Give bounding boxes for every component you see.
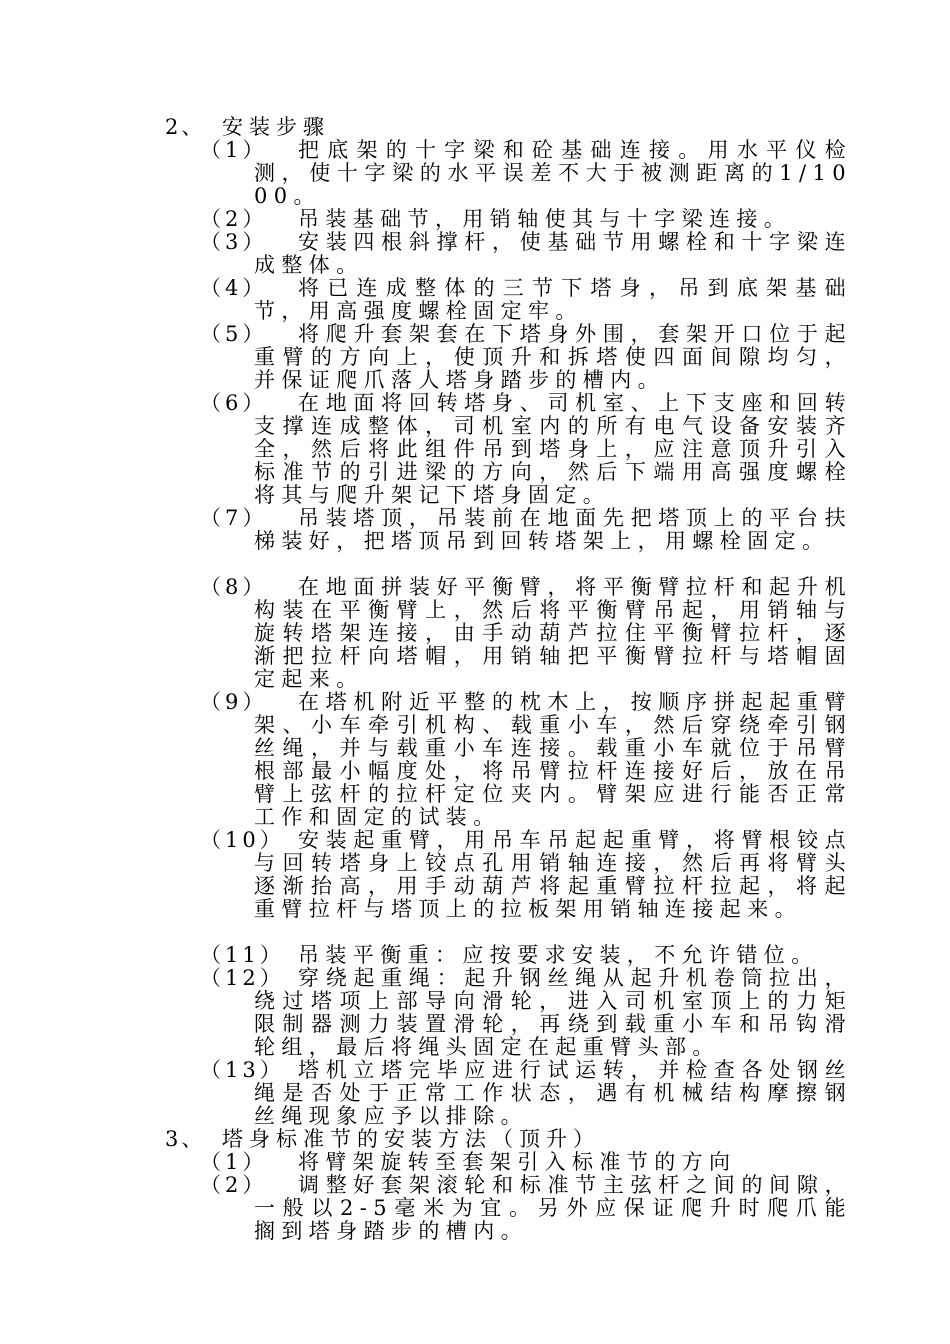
item-label: （9） xyxy=(200,690,268,714)
item-label: （12） xyxy=(200,966,285,990)
list-item xyxy=(200,1151,852,1174)
item-text: 在地面拼装好平衡臂，将平衡臂拉杆和起升机构装在平衡臂上，然后将平衡臂吊起，用销轴与旋转塔架连接，由手动葫芦拉住平衡臂拉杆，逐渐把拉杆向塔帽，用销轴把平衡臂拉杆与塔帽固定起来。 xyxy=(254,575,852,691)
list-item xyxy=(200,1059,852,1128)
item-label: （1） xyxy=(200,138,268,162)
item-label: （4） xyxy=(200,276,268,300)
item-label: （2） xyxy=(200,1173,268,1197)
list-item xyxy=(200,323,852,392)
item-text: 穿绕起重绳：起升钢丝绳从起升机卷筒拉出，绕过塔项上部导向滑轮，进入司机室顶上的力矩限制器测力装置滑轮，再绕到载重小车和吊钩滑轮组，最后将绳头固定在起重臂头部。 xyxy=(254,966,852,1059)
item-text: 将已连成整体的三节下塔身，吊到底架基础节，用高强度螺栓固定牢。 xyxy=(254,276,852,323)
item-text: 将臂架旋转至套架引入标准节的方向 xyxy=(298,1150,737,1174)
item-text: 在地面将回转塔身、司机室、上下支座和回转支撑连成整体，司机室内的所有电气设备安装齐全，然后将此组件吊到塔身上，应注意顶升引入标准节的引进梁的方向，然后下端用高强度螺栓将其与爬升架记下塔身固定。 xyxy=(254,391,852,507)
list-item xyxy=(200,507,852,553)
item-label: （2） xyxy=(200,207,268,231)
list-item xyxy=(200,1174,852,1243)
item-label: （7） xyxy=(200,506,268,530)
section-heading xyxy=(165,115,330,208)
list-item xyxy=(200,576,852,691)
section-title: 塔身标准节的安装方法（顶升） xyxy=(222,1127,600,1151)
list-item xyxy=(200,208,852,231)
item-text: 塔机立塔完毕应进行试运转，并检查各处钢丝绳是否处于正常工作状态，遇有机械结构摩擦钢丝绳现象应予以排除。 xyxy=(254,1058,852,1128)
list-item xyxy=(200,691,852,829)
item-label: （3） xyxy=(200,230,268,254)
section-number: 3、 xyxy=(165,1127,206,1151)
list-item xyxy=(200,277,852,323)
item-label: （13） xyxy=(200,1058,285,1082)
item-text: 吊装基础节，用销轴使其与十字梁连接。 xyxy=(298,207,792,231)
item-text: 安装起重臂，用吊车吊起起重臂，将臂根铰点与回转塔身上铰点孔用销轴连接，然后再将臂头逐渐抬高，用手动葫芦将起重臂拉杆拉起，将起重臂拉杆与塔顶上的拉板架用销轴连接起来。 xyxy=(254,828,852,921)
list-item xyxy=(200,392,852,507)
section-number: 2、 xyxy=(165,115,206,139)
item-label: （6） xyxy=(200,391,268,415)
item-label: （1） xyxy=(200,1150,268,1174)
item-text: 吊装塔顶，吊装前在地面先把塔顶上的平台扶梯装好，把塔顶吊到回转塔架上，用螺栓固定。 xyxy=(254,506,852,553)
item-label: （11） xyxy=(200,943,285,967)
item-text: 安装四根斜撑杆，使基础节用螺栓和十字梁连成整体。 xyxy=(254,230,852,277)
item-text: 把底架的十字梁和砼基础连接。用水平仪检测，使十字梁的水平误差不大于被测距离的1/1000。 xyxy=(254,138,852,208)
item-label: （5） xyxy=(200,322,268,346)
list-item xyxy=(200,967,852,1059)
list-item xyxy=(200,829,852,921)
list-item xyxy=(200,139,852,208)
item-text: 吊装平衡重：应按要求安装，不允许错位。 xyxy=(298,943,819,967)
item-text: 调整好套架滚轮和标准节主弦杆之间的间隙，一般以2-5毫米为宜。另外应保证爬升时爬爪能搁到塔身踏步的槽内。 xyxy=(254,1173,852,1243)
section-title: 安装步骤 xyxy=(222,115,330,139)
list-item xyxy=(200,231,852,277)
list-item xyxy=(200,944,852,967)
item-label: （8） xyxy=(200,575,268,599)
item-text: 在塔机附近平整的枕木上，按顺序拼起起重臂架、小车牵引机构、载重小车，然后穿绕牵引钢丝绳，并与载重小车连接。载重小车就位于吊臂根部最小幅度处，将吊臂拉杆连接好后，放在吊臂上弦杆的拉杆定位夹内。臂架应进行能否正常工作和固定的试装。 xyxy=(254,690,852,829)
item-label: （10） xyxy=(200,828,285,852)
item-text: 将爬升套架套在下塔身外围，套架开口位于起重臂的方向上，使顶升和拆塔使四面间隙均匀，并保证爬爪落人塔身踏步的槽内。 xyxy=(254,322,852,392)
